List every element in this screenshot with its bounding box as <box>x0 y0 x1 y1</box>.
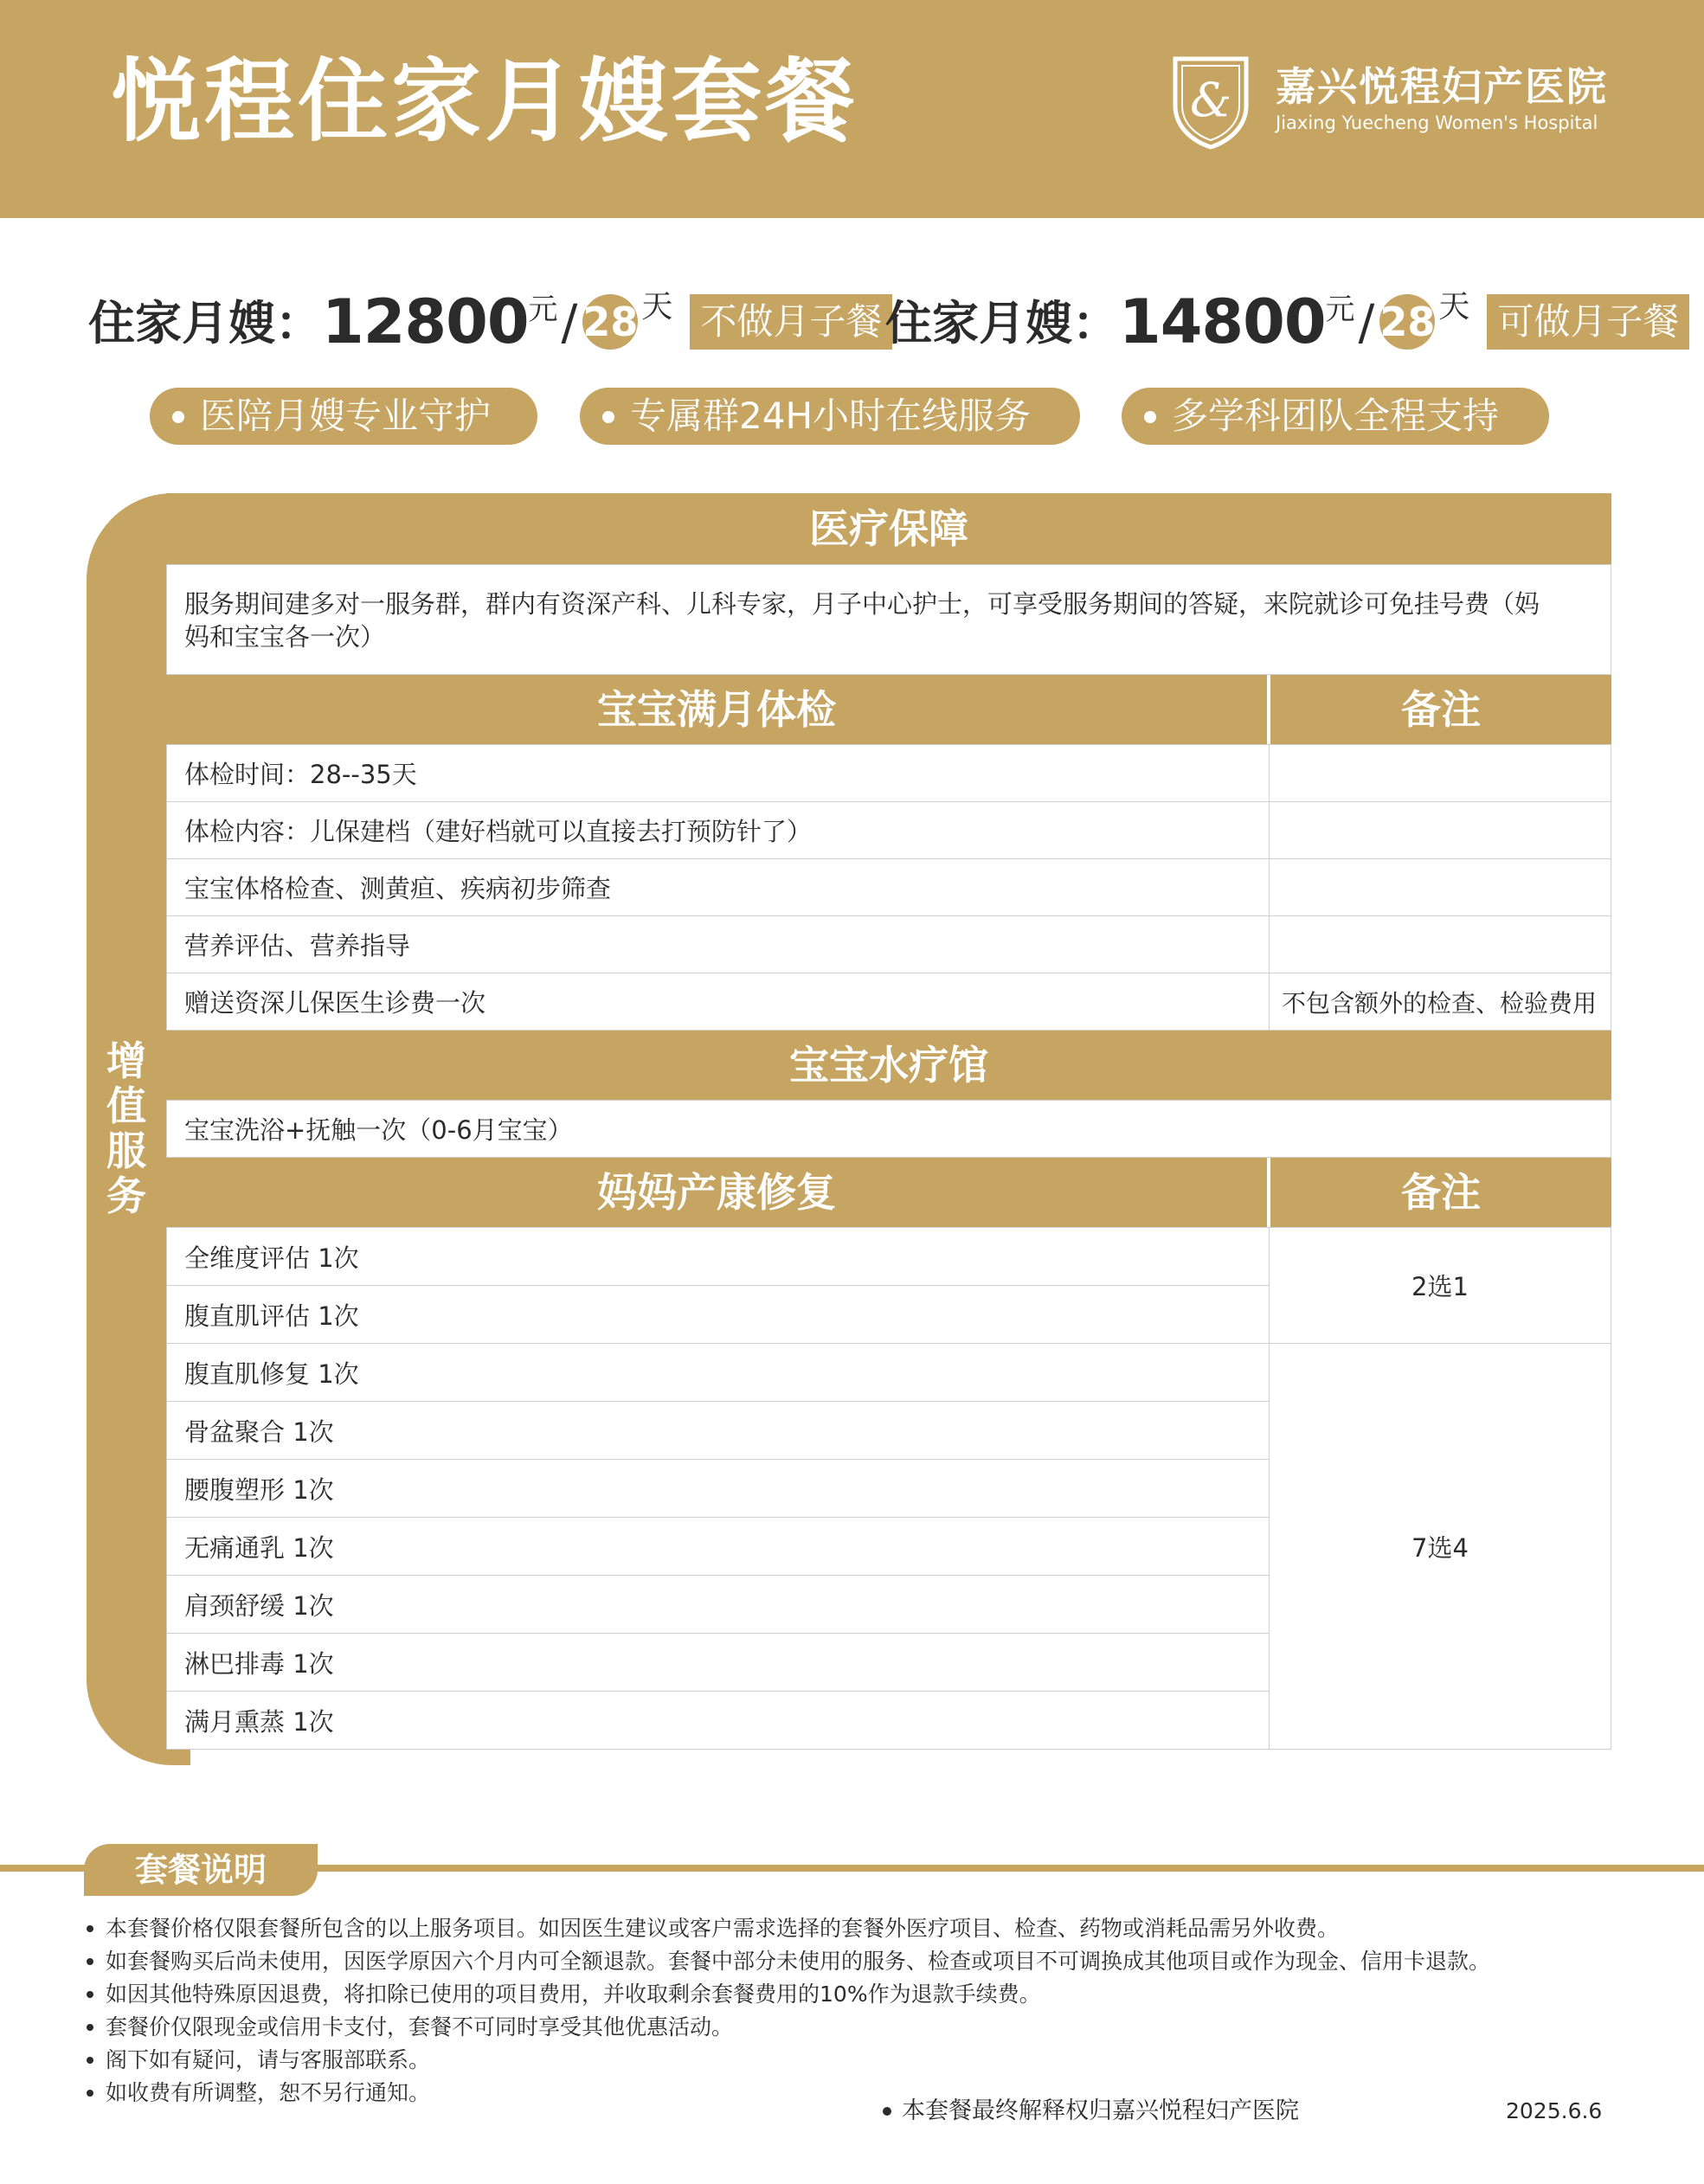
recovery-item: 肩颈舒缓 1次 <box>166 1575 1270 1634</box>
checkup-note <box>1269 801 1611 859</box>
final-note-text: 本套餐最终解释权归嘉兴悦程妇产医院 <box>902 2097 1299 2124</box>
days-unit: 天 <box>641 289 673 324</box>
footer-title: 套餐说明 <box>84 1844 318 1896</box>
highlight-text: 医陪月嫂专业守护 <box>200 395 492 437</box>
hospital-name-en: Jiaxing Yuecheng Women's Hospital <box>1276 112 1598 133</box>
checkup-note <box>1269 915 1611 973</box>
recovery-item: 腰腹塑形 1次 <box>166 1459 1270 1518</box>
days-unit: 天 <box>1438 289 1470 324</box>
side-label-char: 服 <box>106 1127 146 1174</box>
section-header-medical: 医疗保障 <box>166 493 1611 564</box>
side-label-char: 增 <box>106 1037 146 1084</box>
section-header-recovery: 妈妈产康修复 <box>166 1158 1267 1227</box>
highlight-text: 多学科团队全程支持 <box>1172 395 1500 437</box>
price-unit: 元 <box>528 292 558 327</box>
price-option-with-meal <box>885 275 1689 358</box>
recovery-item: 全维度评估 1次 <box>166 1227 1270 1286</box>
package-notes <box>87 1912 1490 2110</box>
bullet-dot-icon <box>172 411 184 423</box>
section-header-hydro: 宝宝水疗馆 <box>166 1031 1611 1100</box>
price-amount: 12800 <box>322 286 529 357</box>
hospital-name-cn: 嘉兴悦程妇产医院 <box>1276 63 1608 110</box>
checkup-row: 赠送资深儿保医生诊费一次 <box>166 973 1270 1031</box>
checkup-note <box>1269 858 1611 916</box>
header-band <box>0 0 1704 218</box>
choice-note-2-of-1: 2选1 <box>1269 1227 1611 1344</box>
bullet-dot-icon <box>1144 411 1156 423</box>
recovery-item: 骨盆聚合 1次 <box>166 1401 1270 1460</box>
recovery-item: 淋巴排毒 1次 <box>166 1633 1270 1692</box>
bullet-dot-icon <box>602 411 614 423</box>
checkup-row: 体检内容：儿保建档（建好档就可以直接去打预防针了） <box>166 801 1270 859</box>
section-header-checkup: 宝宝满月体检 <box>166 675 1267 744</box>
hydro-description: 宝宝洗浴+抚触一次（0-6月宝宝） <box>166 1100 1611 1158</box>
note-header: 备注 <box>1270 675 1611 744</box>
bullet-dot-icon <box>883 2107 891 2116</box>
value-added-label <box>87 1038 166 1218</box>
note-item: 如因其他特殊原因退费，将扣除已使用的项目费用，并收取剩余套餐费用的10%作为退款手续费。 <box>87 1978 1490 2011</box>
note-header: 备注 <box>1270 1158 1611 1227</box>
final-interpretation-note <box>883 2096 1299 2127</box>
note-item: 如收费有所调整，恕不另行通知。 <box>87 2077 1490 2110</box>
logo-glyph: & <box>1189 73 1232 127</box>
document-date: 2025.6.6 <box>1506 2098 1603 2123</box>
note-item: 如套餐购买后尚未使用，因医学原因六个月内可全额退款。套餐中部分未使用的服务、检查或项目不可调换成其他项目或作为现金、信用卡退款。 <box>87 1945 1490 1978</box>
highlight-text: 专属群24H小时在线服务 <box>630 395 1032 437</box>
recovery-item: 腹直肌修复 1次 <box>166 1343 1270 1402</box>
note-item: 阁下如有疑问，请与客服部联系。 <box>87 2044 1490 2077</box>
price-slash: / <box>561 295 578 351</box>
price-label: 住家月嫂： <box>885 296 1119 350</box>
price-amount: 14800 <box>1119 286 1326 357</box>
highlight-pill <box>150 388 537 445</box>
choice-note-7-of-4: 7选4 <box>1269 1343 1611 1750</box>
page-title: 悦程住家月嫂套餐 <box>111 48 859 154</box>
days-badge: 28 <box>582 294 638 350</box>
price-option-no-meal <box>88 275 892 358</box>
price-slash: / <box>1358 295 1375 351</box>
recovery-item: 无痛通乳 1次 <box>166 1517 1270 1576</box>
meal-tag: 不做月子餐 <box>690 294 892 350</box>
side-label-char: 务 <box>106 1172 146 1219</box>
note-item: 套餐价仅限现金或信用卡支付，套餐不可同时享受其他优惠活动。 <box>87 2011 1490 2044</box>
checkup-note <box>1269 744 1611 802</box>
checkup-row: 宝宝体格检查、测黄疸、疾病初步筛查 <box>166 858 1270 916</box>
price-label: 住家月嫂： <box>88 296 322 350</box>
price-unit: 元 <box>1325 292 1355 327</box>
meal-tag: 可做月子餐 <box>1487 294 1689 350</box>
medical-description: 服务期间建多对一服务群，群内有资深产科、儿科专家，月子中心护士，可享受服务期间的答疑，来院就诊可免挂号费（妈妈和宝宝各一次） <box>166 564 1611 675</box>
highlight-pill <box>1122 388 1549 445</box>
recovery-item: 腹直肌评估 1次 <box>166 1285 1270 1344</box>
checkup-row: 体检时间：28--35天 <box>166 744 1270 802</box>
days-badge: 28 <box>1379 294 1435 350</box>
checkup-note: 不包含额外的检查、检验费用 <box>1269 973 1611 1031</box>
recovery-item: 满月熏蒸 1次 <box>166 1691 1270 1750</box>
checkup-row: 营养评估、营养指导 <box>166 915 1270 973</box>
highlight-pill <box>580 388 1080 445</box>
hospital-logo-icon <box>1170 54 1251 151</box>
side-label-char: 值 <box>106 1082 146 1129</box>
note-item: 本套餐价格仅限套餐所包含的以上服务项目。如因医生建议或客户需求选择的套餐外医疗项目、检查、药物或消耗品需另外收费。 <box>87 1912 1490 1945</box>
